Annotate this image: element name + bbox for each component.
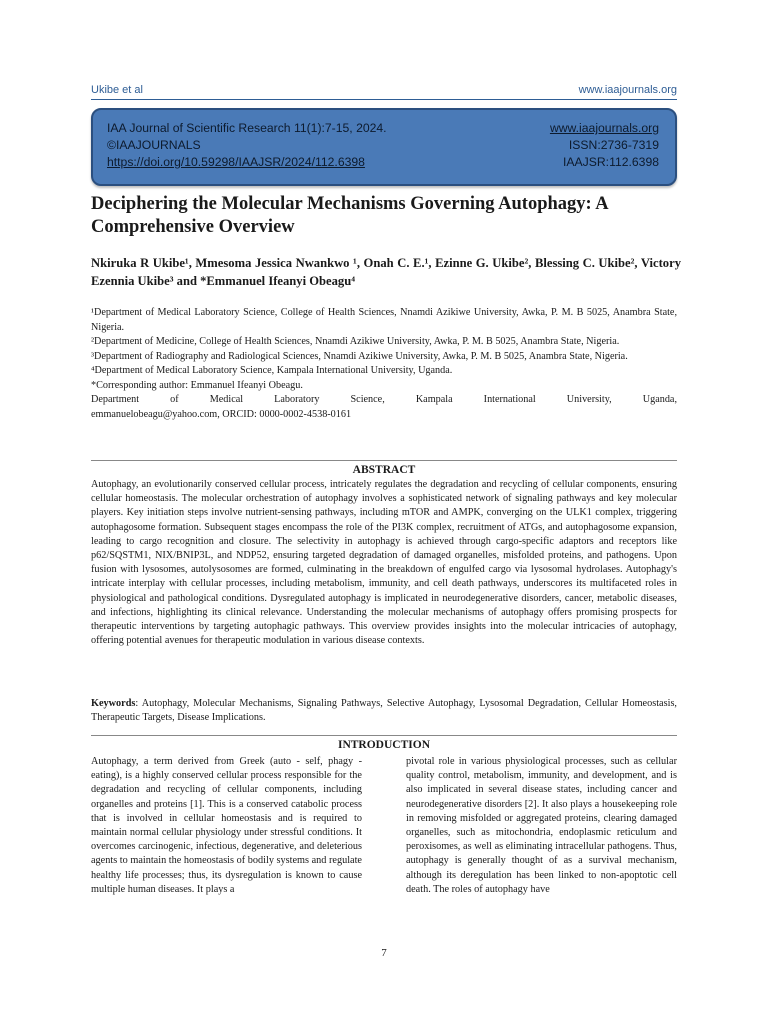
affiliation-3: ³Department of Radiography and Radiological Sciences, Nnamdi Azikiwe University, Awka, P. M. B 5025, Anambra State, Nigeria. <box>91 350 628 362</box>
running-head <box>91 84 677 96</box>
abstract-text: Autophagy, an evolutionarily conserved cellular process, intricately regulates the degradation and recycling of cellular components, ensuring cellular homeostasis. The molecular orchestration of autophagy involves a sophisticated network of signaling pathways and key molecular players. Key initiation steps involve nutrient-sensing pathways, including mTOR and AMPK, converging on the ULK1 complex, triggering autophagosome formation. Subsequent stages encompass the role of the PI3K complex, recruitment of ATGs, and autophagosome expansion, leading to cargo recognition and closure. The selectivity in autophagy is achieved through cargo-specific adaptors and receptors like p62/SQSTM1, NIX/BNIP3L, and NDP52, ensuring targeted degradation of damaged organelles, misfolded proteins, and pathogens. Upon fusion with lysosomes, autolysosomes are formed, culminating in the breakdown of engulfed cargo via lysosomal hydrolases. Autophagy's intricate interplay with cellular processes, including metabolism, immunity, and cell death pathways, underscores its multifaceted roles in physiological and pathological conditions. Dysregulated autophagy is implicated in neurodegenerative disorders, cancer, metabolic diseases, and infections, highlighting its clinical relevance. Understanding the molecular mechanisms of autophagy offers promising prospects for therapeutic interventions by targeting autophagic pathways. This overview provides insights into the molecular intricacies of autophagy, offering potential avenues for therapeutic modulation in various disease contexts. <box>91 479 677 647</box>
affiliation-2: ²Department of Medicine, College of Health Sciences, Nnamdi Azikiwe University, Awka, P. M. B 5025, Anambra State, Nigeria. <box>91 336 620 347</box>
introduction-heading: INTRODUCTION <box>337 739 430 751</box>
banner-journal: IAA Journal of Scientific Research 11(1):7-15, 2024. <box>107 121 387 135</box>
banner-publisher: ©IAAJOURNALS <box>107 138 201 152</box>
keywords-bottom-rule <box>91 735 677 736</box>
journal-banner <box>91 108 677 186</box>
affiliations <box>91 306 677 422</box>
corresponding-contact[interactable]: emmanuelobeagu@yahoo.com, ORCID: 0000-0002-4538-0161 <box>91 408 352 420</box>
introduction-column-left: Autophagy, a term derived from Greek (auto - self, phagy - eating), is a highly conserved cellular process responsible for the degradation and recycling of cellular components, including organelles and proteins [1]. This is a conserved catabolic process that is involved in cellular homeostasis and is required to maintain normal cellular physiology under stressful conditions. It overcomes carcinogenic, infectious, degenerative, and deleterious agents to maintain the homeostasis of bodily systems and regulate healthy life processes; thus, its dysregulation is known to cause multiple human diseases. It plays a <box>91 756 362 895</box>
running-head-rule <box>91 99 677 100</box>
banner-doi-link[interactable]: https://doi.org/10.59298/IAAJSR/2024/112.6398 <box>107 155 365 169</box>
introduction-column-right: pivotal role in various physiological processes, such as cellular quality control, metabolism, immunity, and development, and is also implicated in several disease states, including cancer and neurodegenerative disorders [2]. It also plays a housekeeping role in removing misfolded or aggregated proteins, clearing damaged organelles, such as mitochondria, endoplasmic reticulum and peroxisomes, as well as eliminating intracellular pathogens. Thus, autophagy is generally thought of as a survival mechanism, although its deregulation has been linked to non-apoptotic cell death. The roles of autophagy have <box>406 756 677 895</box>
running-head-website[interactable]: www.iaajournals.org <box>578 84 677 96</box>
page-number: 7 <box>381 947 387 959</box>
abstract-top-rule <box>91 460 677 461</box>
author-list: Nkiruka R Ukibe¹, Mmesoma Jessica Nwankwo ¹, Onah C. E.¹, Ezinne G. Ukibe², Blessing C. Ukibe², Victory Ezennia Ukibe³ and *Emmanuel Ifeanyi Obeagu⁴ <box>91 256 681 288</box>
keywords-label: Keywords <box>91 698 136 709</box>
abstract-heading: ABSTRACT <box>352 464 416 476</box>
running-head-author: Ukibe et al <box>91 84 143 96</box>
paper-title: Deciphering the Molecular Mechanisms Governing Autophagy: A Comprehensive Overview <box>91 194 608 237</box>
corresponding-department: Department of Medical Laboratory Science, Kampala International University, Uganda, <box>91 394 677 405</box>
banner-issn: ISSN:2736-7319 <box>568 138 659 152</box>
corresponding-author: *Corresponding author: Emmanuel Ifeanyi Obeagu. <box>91 379 303 391</box>
keywords <box>91 697 677 725</box>
affiliation-4: ⁴Department of Medical Laboratory Science, Kampala International University, Uganda. <box>91 365 453 376</box>
keywords-text: : Autophagy, Molecular Mechanisms, Signaling Pathways, Selective Autophagy, Lysosomal Degradation, Cellular Homeostasis, Therapeutic Targets, Disease Implications. <box>91 698 677 724</box>
banner-article-id: IAAJSR:112.6398 <box>563 155 659 169</box>
banner-website-link[interactable]: www.iaajournals.org <box>549 121 659 135</box>
affiliation-1: ¹Department of Medical Laboratory Science, College of Health Sciences, Nnamdi Azikiwe University, Awka, P. M. B 5025, Anambra State, Nigeria. <box>91 307 677 333</box>
